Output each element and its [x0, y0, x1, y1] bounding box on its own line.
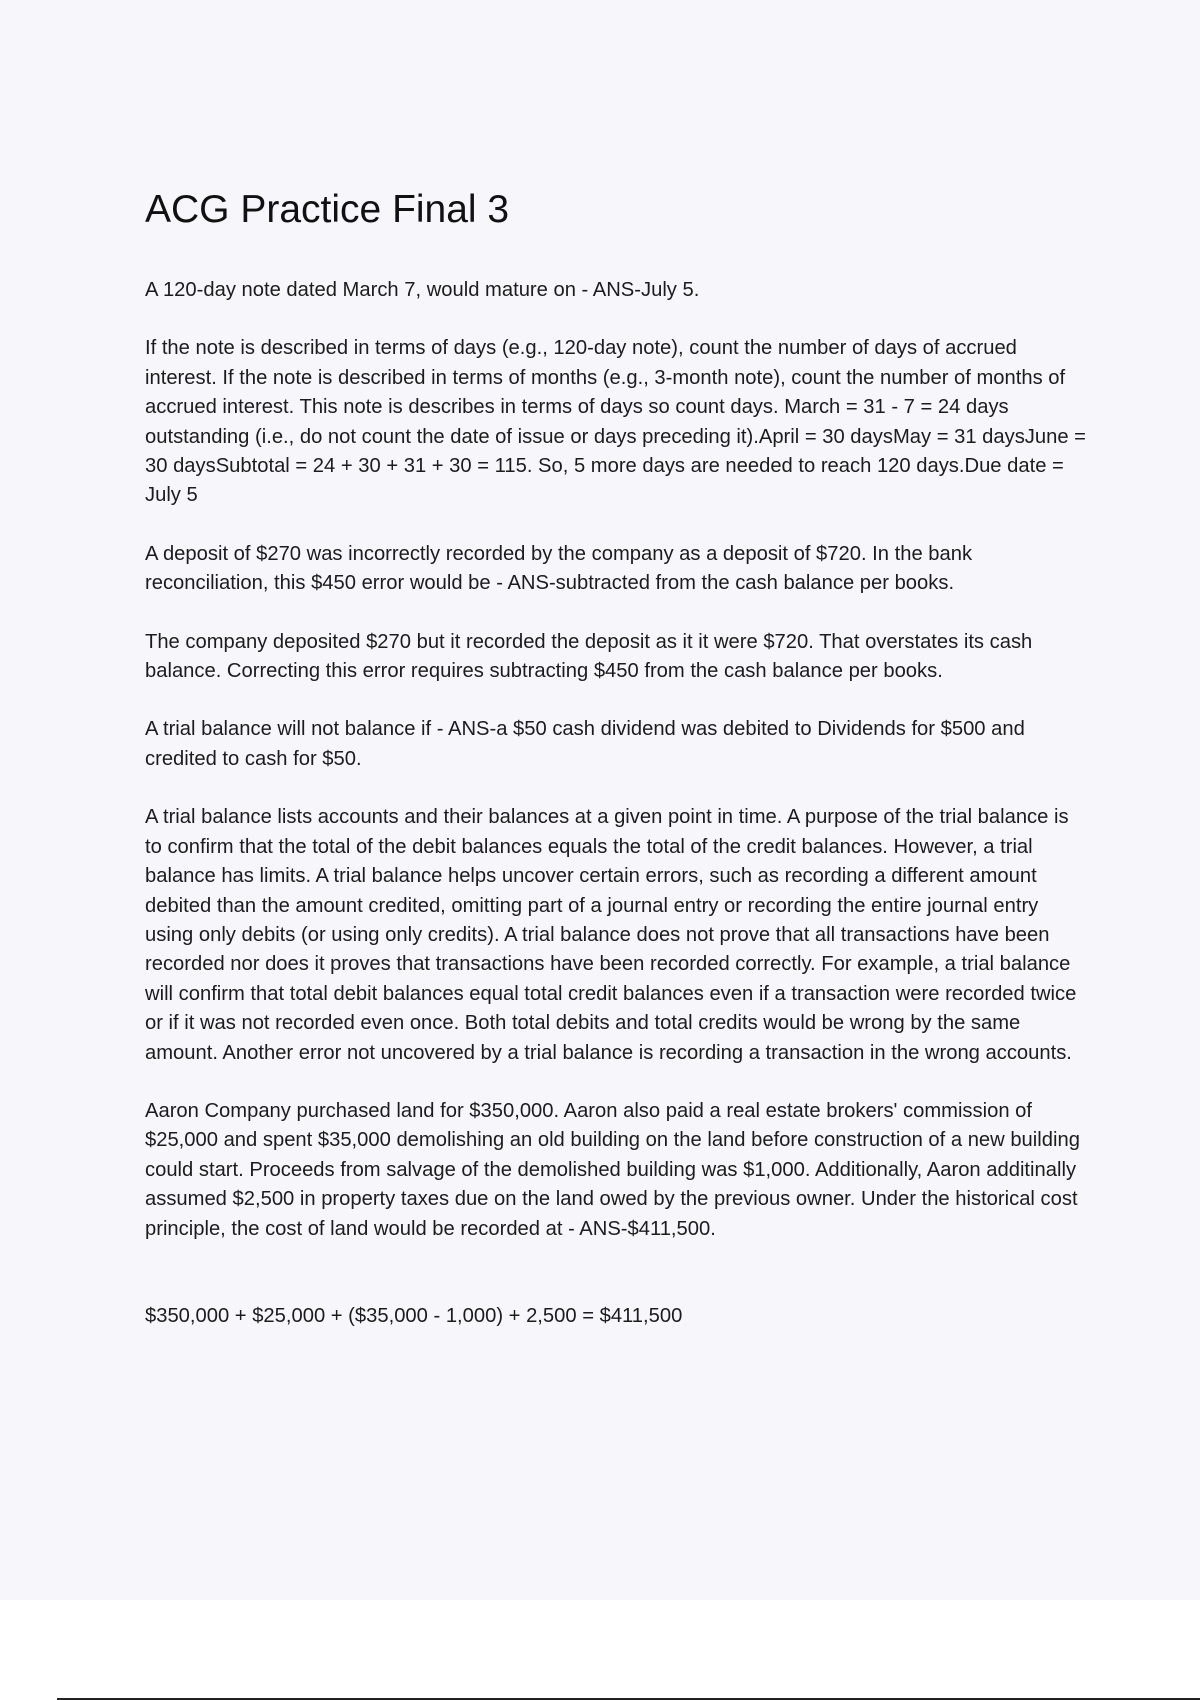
document-body [145, 186, 1090, 1360]
question-paragraph: A 120-day note dated March 7, would mature on - ANS-July 5. [145, 279, 700, 301]
calculation-paragraph: $350,000 + $25,000 + ($35,000 - 1,000) + 2,500 = $411,500 [145, 1304, 683, 1327]
explanation-paragraph: The company deposited $270 but it recorded the deposit as it it were $720. That overstates its cash balance. Correcting this error requires subtracting $450 from the cash balance per books. [145, 630, 1033, 683]
question-paragraph: Aaron Company purchased land for $350,000. Aaron also paid a real estate brokers' commission of $25,000 and spent $35,000 demolishing an old building on the land before construction of a new building could start. Proceeds from salvage of the demolished building was $1,000. Additionally, Aaron additinally assumed $2,500 in property taxes due on the land owed by the previous owner. Under the historical cost principle, the cost of land would be recorded at - ANS-$411,500. [145, 1099, 1080, 1240]
page-title: ACG Practice Final 3 [145, 188, 510, 231]
question-paragraph: A deposit of $270 was incorrectly recorded by the company as a deposit of $720. In the bank reconciliation, this $450 error would be - ANS-subtracted from the cash balance per books. [145, 542, 973, 595]
explanation-paragraph: If the note is described in terms of days (e.g., 120-day note), count the number of days of accrued interest. If the note is described in terms of months (e.g., 3-month note), count the number of months of accrued interest. This note is describes in terms of days so count days. March = 31 - 7 = 24 days outstanding (i.e., do not count the date of issue or days preceding it).April = 30 daysMay = 31 daysJune = 30 daysSubtotal = 24 + 30 + 31 + 30 = 115. So, 5 more days are needed to reach 120 days.Due date = July 5 [145, 337, 1086, 507]
question-paragraph: A trial balance will not balance if - ANS-a $50 cash dividend was debited to Dividends for $500 and credited to cash for $50. [145, 718, 1025, 770]
explanation-paragraph: A trial balance lists accounts and their balances at a given point in time. A purpose of the trial balance is to confirm that the total of the debit balances equals the total of the credit balances. However, a trial balance has limits. A trial balance helps uncover certain errors, such as recording a different amount debited than the amount credited, omitting part of a journal entry or recording the entire journal entry using only debits (or using only credits). A trial balance does not prove that all transactions have been recorded nor does it proves that transactions have been recorded correctly. For example, a trial balance will confirm that total debit balances equal total credit balances even if a transaction were recorded twice or if it was not recorded even once. Both total debits and total credits would be wrong by the same amount. Another error not uncovered by a trial balance is recording a transaction in the wrong accounts. [145, 806, 1077, 1064]
